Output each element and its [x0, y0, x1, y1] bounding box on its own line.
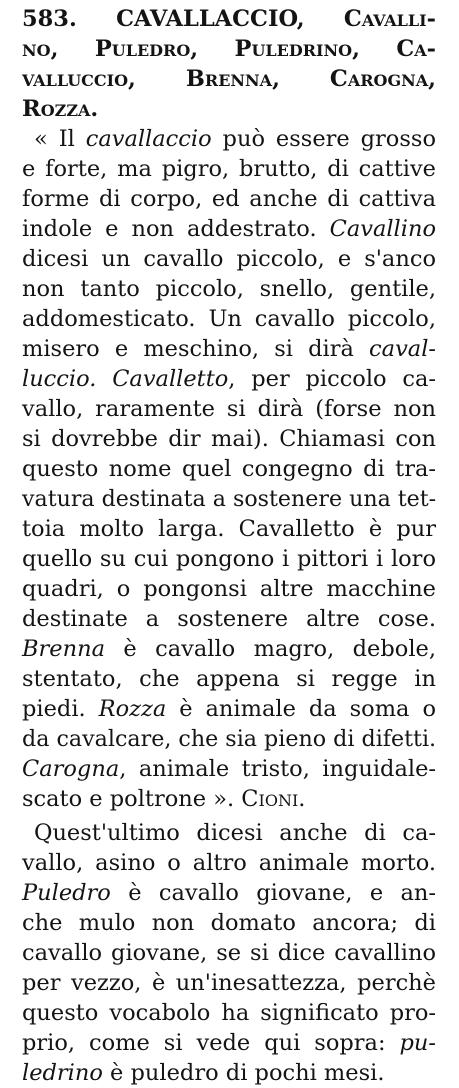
body-line-3: forme di corpo, ed anche di cattiva: [22, 186, 436, 212]
note-line-6: per vezzo, è un'inesattezza, perchè: [22, 970, 436, 996]
body-line-8: misero e meschino, si dirà caval-: [22, 336, 436, 362]
body-line-5: dicesi un cavallo piccolo, e s'anco: [22, 246, 436, 272]
body-line-2: e forte, ma pigro, brutto, di cattive: [22, 156, 436, 182]
body-line-13: vatura destinata a sostenere una tet-: [22, 486, 437, 512]
body-line-6: non tanto piccolo, snello, gentile,: [22, 276, 436, 302]
body-line-23: scato e poltrone ». Cioni.: [22, 786, 306, 812]
note-line-3: Puledro è cavallo giovane, e an-: [22, 880, 436, 906]
body-line-14: toia molto larga. Cavalletto è pur: [22, 516, 436, 542]
body-line-22: Carogna, animale tristo, inguidale-: [22, 756, 436, 782]
body-line-11: si dovrebbe dir mai). Chiamasi con: [22, 426, 436, 452]
term-rozza: Rozza: [98, 696, 167, 722]
author-cioni: Cioni.: [241, 786, 306, 812]
term-cavallino: Cavallino: [329, 216, 436, 242]
note-line-5: cavallo giovane, se si dice cavallino: [22, 940, 436, 966]
body-line-15: quello su cui pongono i pittori i loro: [22, 546, 436, 572]
body-line-20: piedi. Rozza è animale da soma o: [22, 696, 436, 722]
body-line-21: da cavalcare, che sia pieno di difetti.: [22, 726, 437, 752]
body-line-16: quadri, o pongonsi altre macchine: [22, 576, 436, 602]
entry-heading-text: CAVALLACCIO, Cavalli-: [116, 6, 436, 32]
note-line-9: ledrino è puledro di pochi mesi.: [22, 1060, 385, 1086]
body-line-9: luccio. Cavalletto, per piccolo ca-: [22, 366, 436, 392]
body-line-10: vallo, raramente si dirà (forse non: [22, 396, 436, 422]
term-carogna: Carogna: [22, 756, 120, 782]
body-line-12: questo nome quel congegno di tra-: [22, 456, 436, 482]
note-line-1: Quest'ultimo dicesi anche di ca-: [34, 820, 436, 846]
term-puledrino: pu-: [399, 1030, 436, 1056]
body-line-18: Brenna è cavallo magro, debole,: [22, 636, 436, 662]
entry-heading-line-2: no, Puledro, Puledrino, Ca-: [22, 36, 436, 62]
note-line-8: prio, come si vede qui sopra: pu-: [22, 1030, 436, 1056]
body-line-4: indole e non addestrato. Cavallino: [22, 216, 436, 242]
note-line-4: che mulo non domato ancora; di: [22, 910, 436, 936]
term-brenna: Brenna: [22, 636, 106, 662]
term-puledro: Puledro: [22, 880, 111, 906]
body-line-19: stentato, che appena si regge in: [22, 666, 436, 692]
entry-heading-line-3: valluccio, Brenna, Carogna,: [22, 66, 436, 92]
entry-heading-line-1: [22, 4, 436, 34]
term-cavallaccio: cavallaccio: [85, 126, 212, 152]
body-line-7: addomesticato. Un cavallo piccolo,: [22, 306, 436, 332]
note-line-2: vallo, asino o altro animale morto.: [22, 850, 436, 876]
body-line-1: « Il cavallaccio può essere grosso: [34, 126, 436, 152]
entry-number: 583.: [22, 6, 77, 32]
entry-heading-line-4: Rozza.: [22, 96, 99, 122]
term-cavalletto: Cavalletto: [112, 366, 229, 392]
note-line-7: questo vocabolo ha significato pro-: [22, 1000, 436, 1026]
term-cavalluccio: caval-: [369, 336, 436, 362]
body-line-17: destinate a sostenere altre cose.: [22, 606, 436, 632]
